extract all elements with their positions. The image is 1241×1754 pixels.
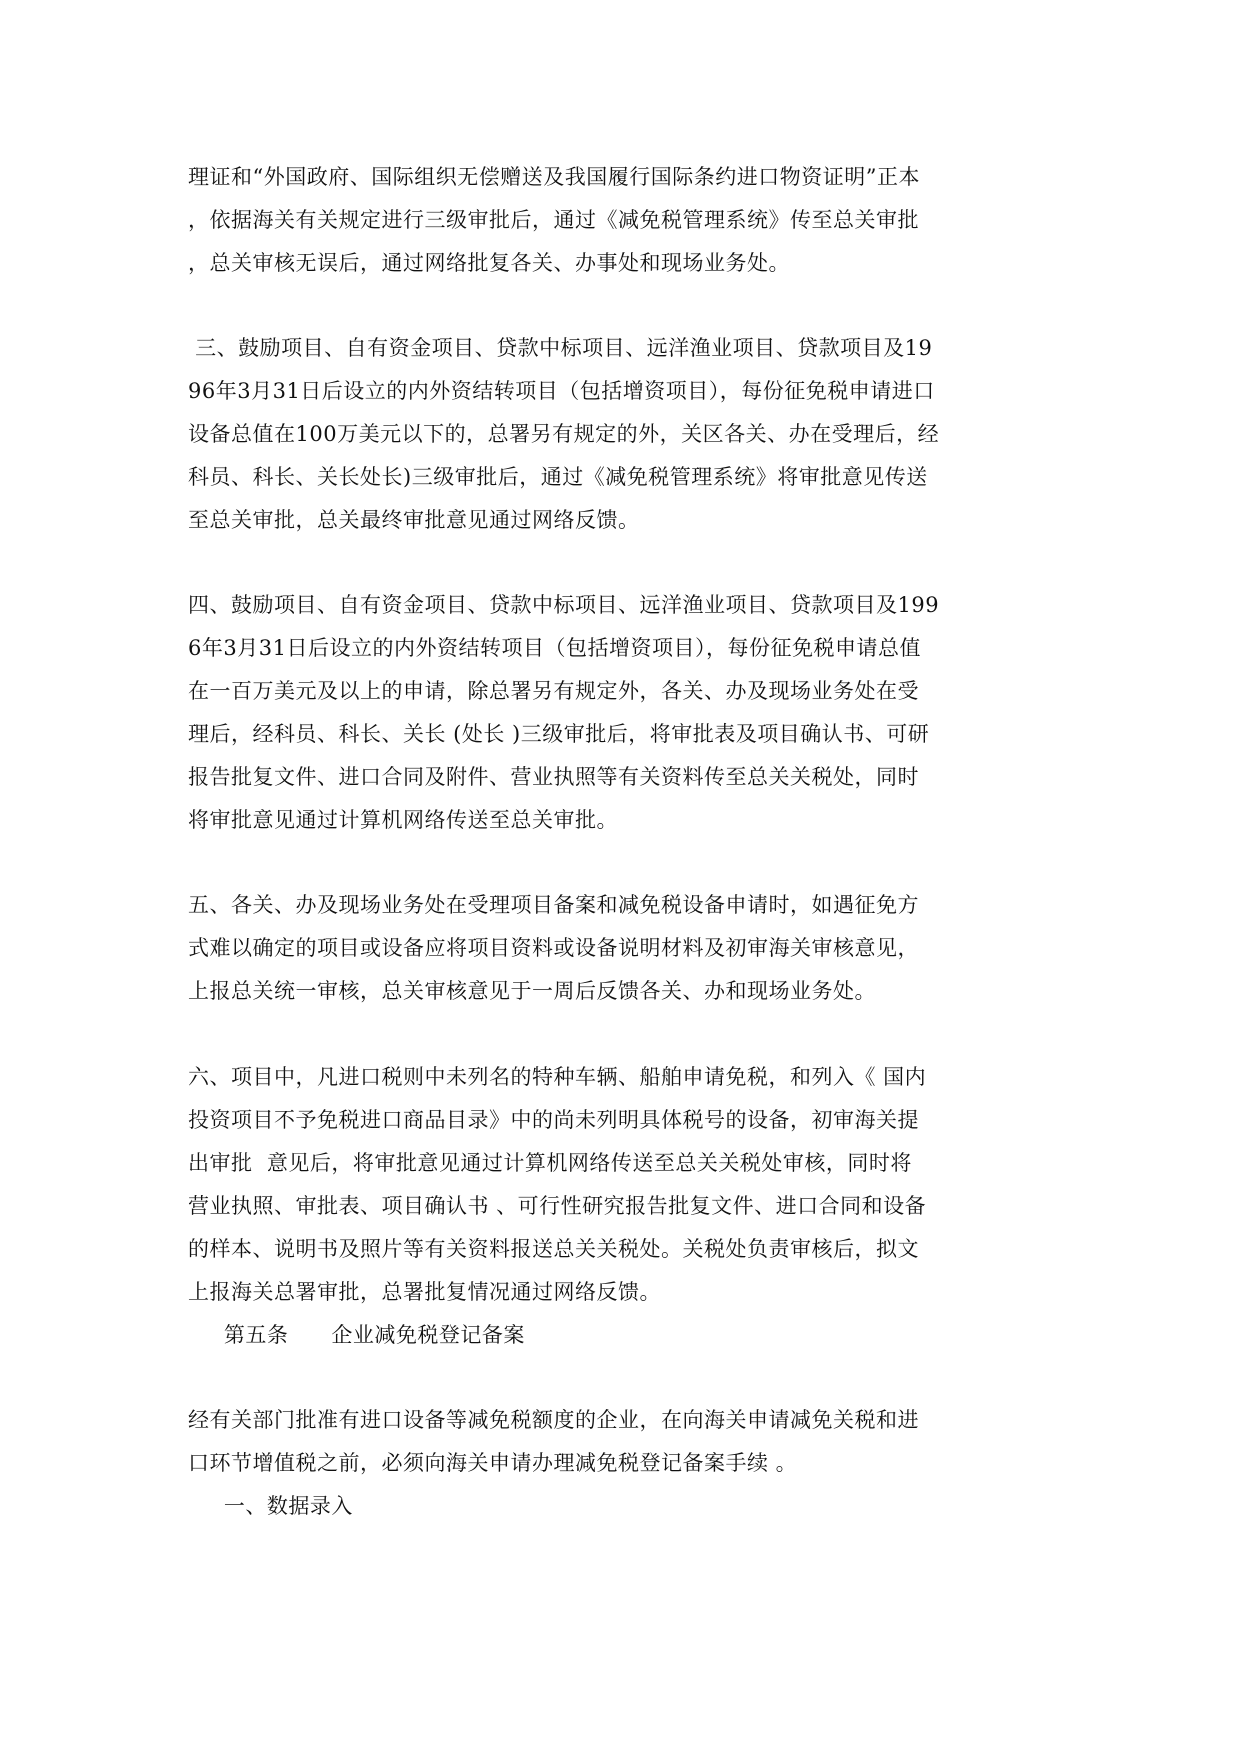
text-line: ，总关审核无误后，通过网络批复各关、办事处和现场业务处。 <box>188 251 790 275</box>
text-line: ，依据海关有关规定进行三级审批后，通过《减免税管理系统》传至总关审批 <box>188 208 919 232</box>
text-line: 五、各关、办及现场业务处在受理项目备案和减免税设备申请时，如遇征免方 <box>188 893 919 917</box>
text-line: 6年3月31日后设立的内外资结转项目（包括增资项目），每份征免税申请总值 <box>188 636 921 660</box>
text-line: 口环节增值税之前，必须向海关申请办理减免税登记备案手续 。 <box>188 1451 798 1475</box>
text-line: 六、项目中，凡进口税则中未列名的特种车辆、船舶申请免税，和列入《 国内 <box>188 1065 927 1089</box>
text-line: 式难以确定的项目或设备应将项目资料或设备说明材料及初审海关审核意见， <box>188 936 919 960</box>
text-line: 在一百万美元及以上的申请，除总署另有规定外，各关、办及现场业务处在受 <box>188 679 919 703</box>
text-line: 上报总关统一审核，总关审核意见于一周后反馈各关、办和现场业务处。 <box>188 979 876 1003</box>
text-line: 的样本、说明书及照片等有关资料报送总关关税处。关税处负责审核后，拟文 <box>188 1237 919 1261</box>
text-line: 出审批 意见后，将审批意见通过计算机网络传送至总关关税处审核，同时将 <box>188 1151 912 1175</box>
text-line: 96年3月31日后设立的内外资结转项目（包括增资项目），每份征免税申请进口 <box>188 379 935 403</box>
text-line: 四、鼓励项目、自有资金项目、贷款中标项目、远洋渔业项目、贷款项目及199 <box>188 593 940 617</box>
text-line: 理证和“外国政府、国际组织无偿赠送及我国履行国际条约进口物资证明”正本 <box>188 165 920 189</box>
text-line: 将审批意见通过计算机网络传送至总关审批。 <box>188 808 618 832</box>
subsection-heading: 一、数据录入 <box>188 1494 353 1518</box>
text-line: 设备总值在100万美元以下的，总署另有规定的外，关区各关、办在受理后，经 <box>188 422 940 446</box>
text-line: 营业执照、审批表、项目确认书 、可行性研究报告批复文件、进口合同和设备 <box>188 1194 927 1218</box>
text-line: 投资项目不予免税进口商品目录》中的尚未列明具体税号的设备，初审海关提 <box>188 1108 919 1132</box>
text-line: 科员、科长、关长处长)三级审批后，通过《减免税管理系统》将审批意见传送 <box>188 465 928 489</box>
text-line: 理后，经科员、科长、关长 (处长 )三级审批后，将审批表及项目确认书、可研 <box>188 722 930 746</box>
text-line: 经有关部门批准有进口设备等减免税额度的企业，在向海关申请减免关税和进 <box>188 1408 919 1432</box>
text-line: 三、鼓励项目、自有资金项目、贷款中标项目、远洋渔业项目、贷款项目及19 <box>188 336 933 360</box>
text-line: 上报海关总署审批，总署批复情况通过网络反馈。 <box>188 1280 661 1304</box>
text-line: 报告批复文件、进口合同及附件、营业执照等有关资料传至总关关税处，同时 <box>188 765 919 789</box>
text-line: 至总关审批，总关最终审批意见通过网络反馈。 <box>188 508 640 532</box>
section-heading: 第五条 企业减免税登记备案 <box>188 1323 525 1347</box>
